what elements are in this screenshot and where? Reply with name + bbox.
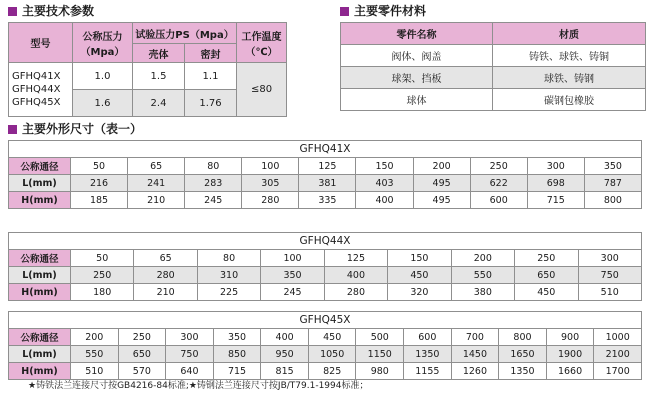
cell-l: 216 bbox=[71, 175, 128, 192]
cell-dn: 300 bbox=[166, 329, 214, 346]
cell-dn: 350 bbox=[584, 158, 641, 175]
cell-h: 800 bbox=[584, 192, 641, 209]
cell-dn: 200 bbox=[71, 329, 119, 346]
row-label-dn: 公称通径 bbox=[9, 250, 71, 267]
dimensions-table-gfhq41x bbox=[8, 140, 642, 209]
cell-h: 510 bbox=[71, 363, 119, 380]
tech-params-title-text: 主要技术参数 bbox=[22, 4, 95, 18]
dimensions-title bbox=[8, 122, 642, 136]
cell-nominal-1: 1.0 bbox=[73, 63, 133, 90]
table-title-gfhq45x: GFHQ45X bbox=[9, 312, 642, 329]
col-header-seal: 密封 bbox=[185, 44, 237, 63]
cell-dn: 125 bbox=[299, 158, 356, 175]
materials-title bbox=[340, 4, 646, 18]
col-header-shell: 壳体 bbox=[133, 44, 185, 63]
cell-l: 550 bbox=[451, 267, 514, 284]
cell-material: 铸铁、球铁、铸铜 bbox=[493, 45, 646, 67]
col-header-working-temp-line1: 工作温度 bbox=[241, 31, 282, 43]
cell-l: 650 bbox=[515, 267, 578, 284]
cell-h: 210 bbox=[128, 192, 185, 209]
materials-title-text: 主要零件材料 bbox=[354, 4, 427, 18]
cell-l: 2100 bbox=[594, 346, 642, 363]
cell-seal-2: 1.76 bbox=[185, 90, 237, 117]
cell-l: 650 bbox=[118, 346, 166, 363]
cell-dn: 200 bbox=[451, 250, 514, 267]
cell-h: 450 bbox=[515, 284, 578, 301]
col-header-nominal-pressure bbox=[73, 23, 133, 63]
cell-h: 320 bbox=[388, 284, 451, 301]
cell-material: 球铁、铸钢 bbox=[493, 67, 646, 89]
cell-l: 698 bbox=[527, 175, 584, 192]
cell-nominal-2: 1.6 bbox=[73, 90, 133, 117]
cell-h: 570 bbox=[118, 363, 166, 380]
cell-part-name: 球体 bbox=[341, 89, 493, 111]
materials-table bbox=[340, 22, 646, 111]
cell-h: 825 bbox=[308, 363, 356, 380]
cell-dn: 65 bbox=[128, 158, 185, 175]
cell-l: 750 bbox=[578, 267, 642, 284]
row-label-dn: 公称通径 bbox=[9, 158, 71, 175]
col-header-test-pressure: 试验压力PS（Mpa） bbox=[133, 23, 237, 44]
tech-params-section bbox=[8, 4, 288, 117]
dimension-tables bbox=[8, 140, 642, 380]
cell-l: 1450 bbox=[451, 346, 499, 363]
cell-dn: 100 bbox=[261, 250, 324, 267]
cell-dn: 1000 bbox=[594, 329, 642, 346]
cell-l: 495 bbox=[413, 175, 470, 192]
cell-h: 980 bbox=[356, 363, 404, 380]
cell-h: 600 bbox=[470, 192, 527, 209]
cell-dn: 400 bbox=[261, 329, 309, 346]
materials-section bbox=[340, 4, 646, 111]
cell-h: 280 bbox=[324, 284, 387, 301]
cell-l: 1350 bbox=[404, 346, 452, 363]
cell-l: 241 bbox=[128, 175, 185, 192]
cell-h: 510 bbox=[578, 284, 642, 301]
model-name: GFHQ44X bbox=[12, 84, 61, 95]
cell-l: 787 bbox=[584, 175, 641, 192]
cell-dn: 500 bbox=[356, 329, 404, 346]
row-label-dn: 公称通径 bbox=[9, 329, 71, 346]
cell-l: 750 bbox=[166, 346, 214, 363]
row-label-l: L(mm) bbox=[9, 267, 71, 284]
cell-h: 280 bbox=[242, 192, 299, 209]
cell-dn: 300 bbox=[527, 158, 584, 175]
cell-l: 310 bbox=[197, 267, 260, 284]
cell-h: 495 bbox=[413, 192, 470, 209]
cell-h: 815 bbox=[261, 363, 309, 380]
cell-dn: 900 bbox=[546, 329, 594, 346]
cell-dn: 450 bbox=[308, 329, 356, 346]
cell-shell-2: 2.4 bbox=[133, 90, 185, 117]
row-label-l: L(mm) bbox=[9, 346, 71, 363]
cell-h: 335 bbox=[299, 192, 356, 209]
cell-dn: 50 bbox=[71, 158, 128, 175]
cell-dn: 50 bbox=[71, 250, 134, 267]
cell-h: 225 bbox=[197, 284, 260, 301]
cell-l: 305 bbox=[242, 175, 299, 192]
col-header-material: 材质 bbox=[493, 23, 646, 45]
cell-shell-1: 1.5 bbox=[133, 63, 185, 90]
cell-h: 1350 bbox=[499, 363, 547, 380]
cell-l: 280 bbox=[134, 267, 197, 284]
section-marker-icon bbox=[8, 7, 17, 16]
cell-l: 550 bbox=[71, 346, 119, 363]
cell-dn: 80 bbox=[185, 158, 242, 175]
cell-h: 245 bbox=[261, 284, 324, 301]
row-label-h: H(mm) bbox=[9, 363, 71, 380]
cell-l: 381 bbox=[299, 175, 356, 192]
cell-dn: 80 bbox=[197, 250, 260, 267]
cell-dn: 700 bbox=[451, 329, 499, 346]
model-name: GFHQ41X bbox=[12, 71, 61, 82]
cell-h: 1155 bbox=[404, 363, 452, 380]
model-name: GFHQ45X bbox=[12, 97, 61, 108]
cell-dn: 100 bbox=[242, 158, 299, 175]
cell-h: 180 bbox=[71, 284, 134, 301]
cell-part-name: 球架、挡板 bbox=[341, 67, 493, 89]
cell-dn: 150 bbox=[388, 250, 451, 267]
col-header-working-temp bbox=[237, 23, 287, 63]
cell-working-temp: ≤80 bbox=[237, 63, 287, 117]
dimensions-title-text: 主要外形尺寸（表一） bbox=[22, 122, 143, 136]
col-header-model: 型号 bbox=[9, 23, 73, 63]
dimensions-table-gfhq45x bbox=[8, 311, 642, 380]
cell-dn: 125 bbox=[324, 250, 387, 267]
cell-l: 450 bbox=[388, 267, 451, 284]
cell-l: 400 bbox=[324, 267, 387, 284]
cell-dn: 800 bbox=[499, 329, 547, 346]
tech-params-table bbox=[8, 22, 287, 117]
cell-part-name: 阀体、阀盖 bbox=[341, 45, 493, 67]
cell-h: 1260 bbox=[451, 363, 499, 380]
row-label-h: H(mm) bbox=[9, 284, 71, 301]
cell-h: 245 bbox=[185, 192, 242, 209]
dimensions-table-gfhq44x bbox=[8, 232, 642, 301]
tech-params-title bbox=[8, 4, 288, 18]
cell-l: 350 bbox=[261, 267, 324, 284]
cell-dn: 200 bbox=[413, 158, 470, 175]
cell-h: 1660 bbox=[546, 363, 594, 380]
cell-l: 950 bbox=[261, 346, 309, 363]
cell-h: 400 bbox=[356, 192, 413, 209]
cell-l: 1900 bbox=[546, 346, 594, 363]
cell-dn: 600 bbox=[404, 329, 452, 346]
cell-l: 250 bbox=[71, 267, 134, 284]
table-title-gfhq41x: GFHQ41X bbox=[9, 141, 642, 158]
dimensions-section bbox=[8, 122, 642, 380]
row-label-h: H(mm) bbox=[9, 192, 71, 209]
cell-l: 283 bbox=[185, 175, 242, 192]
footnote: ★铸铁法兰连接尺寸按GB4216-84标准;★铸钢法兰连接尺寸按JB/T79.1-1994标准； bbox=[28, 381, 369, 391]
cell-h: 715 bbox=[527, 192, 584, 209]
cell-dn: 150 bbox=[356, 158, 413, 175]
cell-h: 380 bbox=[451, 284, 514, 301]
col-header-part-name: 零件名称 bbox=[341, 23, 493, 45]
cell-h: 1700 bbox=[594, 363, 642, 380]
cell-l: 850 bbox=[213, 346, 261, 363]
table-title-gfhq44x: GFHQ44X bbox=[9, 233, 642, 250]
col-header-nominal-pressure-line2: （Mpa） bbox=[80, 46, 125, 58]
col-header-nominal-pressure-line1: 公称压力 bbox=[82, 31, 123, 43]
cell-dn: 250 bbox=[515, 250, 578, 267]
cell-dn: 350 bbox=[213, 329, 261, 346]
cell-seal-1: 1.1 bbox=[185, 63, 237, 90]
cell-dn: 300 bbox=[578, 250, 642, 267]
cell-material: 碳钢包橡胶 bbox=[493, 89, 646, 111]
cell-dn: 250 bbox=[118, 329, 166, 346]
cell-l: 1050 bbox=[308, 346, 356, 363]
cell-h: 715 bbox=[213, 363, 261, 380]
cell-dn: 250 bbox=[470, 158, 527, 175]
cell-dn: 65 bbox=[134, 250, 197, 267]
row-label-l: L(mm) bbox=[9, 175, 71, 192]
cell-models bbox=[9, 63, 73, 117]
cell-l: 1650 bbox=[499, 346, 547, 363]
col-header-working-temp-line2: （℃） bbox=[245, 46, 278, 58]
cell-h: 640 bbox=[166, 363, 214, 380]
cell-l: 622 bbox=[470, 175, 527, 192]
section-marker-icon bbox=[340, 7, 349, 16]
cell-h: 210 bbox=[134, 284, 197, 301]
cell-h: 185 bbox=[71, 192, 128, 209]
cell-l: 403 bbox=[356, 175, 413, 192]
section-marker-icon bbox=[8, 125, 17, 134]
cell-l: 1150 bbox=[356, 346, 404, 363]
